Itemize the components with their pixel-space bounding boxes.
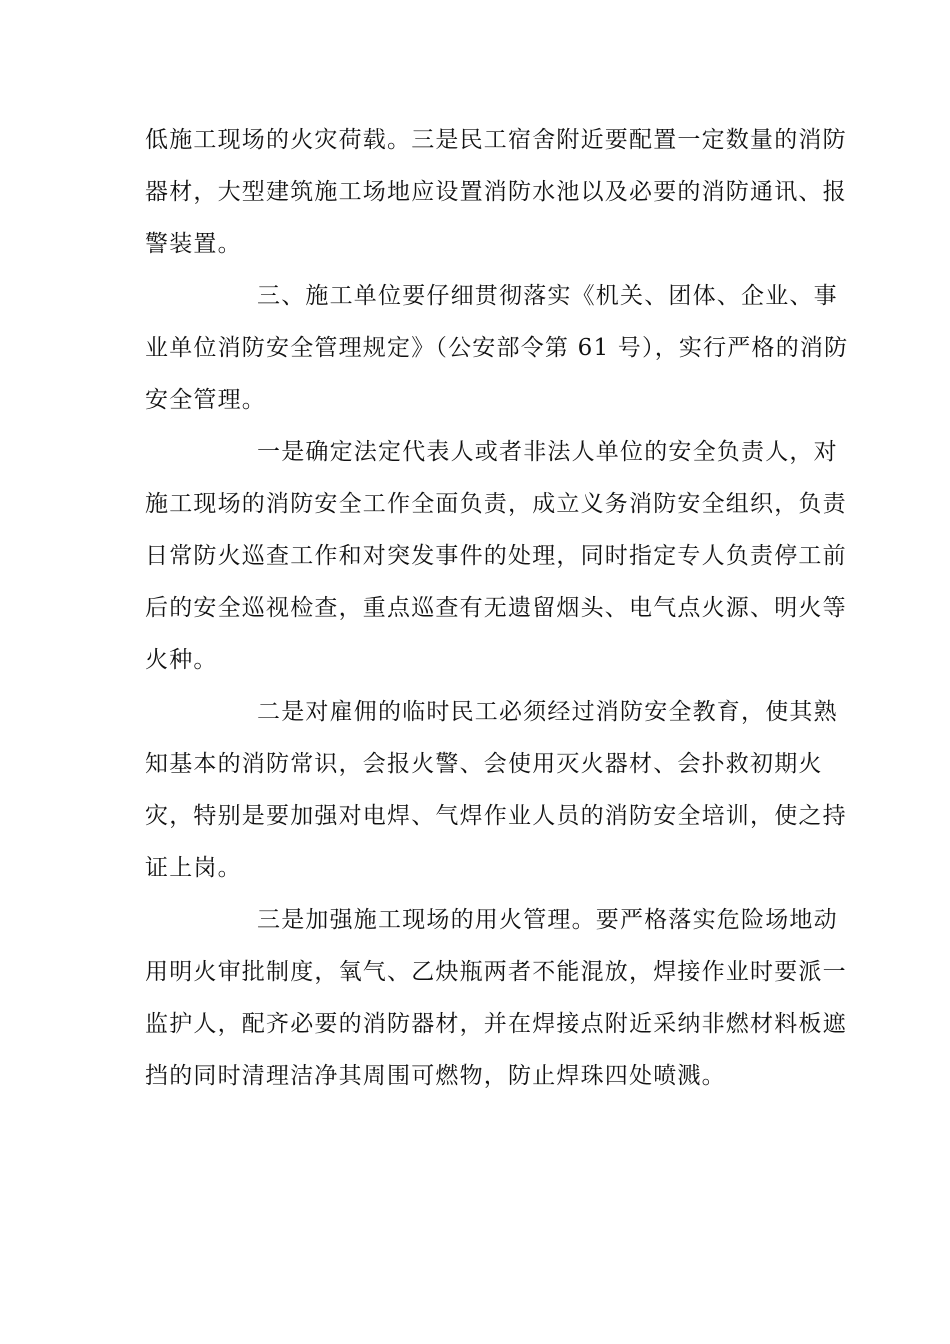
- text-line: 二是对雇佣的临时民工必须经过消防安全教育，使其熟: [257, 699, 838, 725]
- text-line: 后的安全巡视检查，重点巡查有无遗留烟头、电气点火源、明火等: [145, 595, 847, 621]
- paragraph-2: [145, 270, 849, 426]
- text-line-first: [145, 894, 838, 946]
- paragraph-3: [145, 426, 847, 686]
- text-line-first: [145, 686, 838, 738]
- text-line: 三、施工单位要仔细贯彻落实《机关、团体、企业、事: [257, 283, 838, 309]
- paragraph-1: [145, 114, 847, 270]
- text-line: 三是加强施工现场的用火管理。要严格落实危险场地动: [257, 907, 838, 933]
- text-line: 用明火审批制度，氧气、乙炔瓶两者不能混放，焊接作业时要派一: [145, 959, 847, 985]
- text-line: 警装置。: [145, 231, 242, 257]
- text-line: 知基本的消防常识，会报火警、会使用灭火器材、会扑救初期火: [145, 751, 823, 777]
- text-line: 施工现场的消防安全工作全面负责，成立义务消防安全组织，负责: [145, 491, 847, 517]
- text-line: 日常防火巡查工作和对突发事件的处理，同时指定专人负责停工前: [145, 543, 847, 569]
- text-line: 监护人，配齐必要的消防器材，并在焊接点附近采纳非燃材料板遮: [145, 1011, 847, 1037]
- text-line-first: [145, 270, 838, 322]
- text-line-first: [145, 426, 838, 478]
- text-line: 业单位消防安全管理规定》（公安部令第 61 号），实行严格的消防: [145, 335, 849, 361]
- text-line: 火种。: [145, 647, 218, 673]
- paragraph-4: [145, 686, 847, 894]
- text-line: 灾，特别是要加强对电焊、气焊作业人员的消防安全培训，使之持: [145, 803, 847, 829]
- text-line: 安全管理。: [145, 387, 266, 413]
- document-body: [145, 114, 849, 1102]
- text-line: 挡的同时清理洁净其周围可燃物，防止焊珠四处喷溅。: [145, 1063, 726, 1089]
- paragraph-5: [145, 894, 847, 1102]
- text-line: 一是确定法定代表人或者非法人单位的安全负责人，对: [257, 439, 838, 465]
- text-line: 器材，大型建筑施工场地应设置消防水池以及必要的消防通讯、报: [145, 179, 847, 205]
- text-line: 低施工现场的火灾荷载。三是民工宿舍附近要配置一定数量的消防: [145, 127, 847, 153]
- text-line: 证上岗。: [145, 855, 242, 881]
